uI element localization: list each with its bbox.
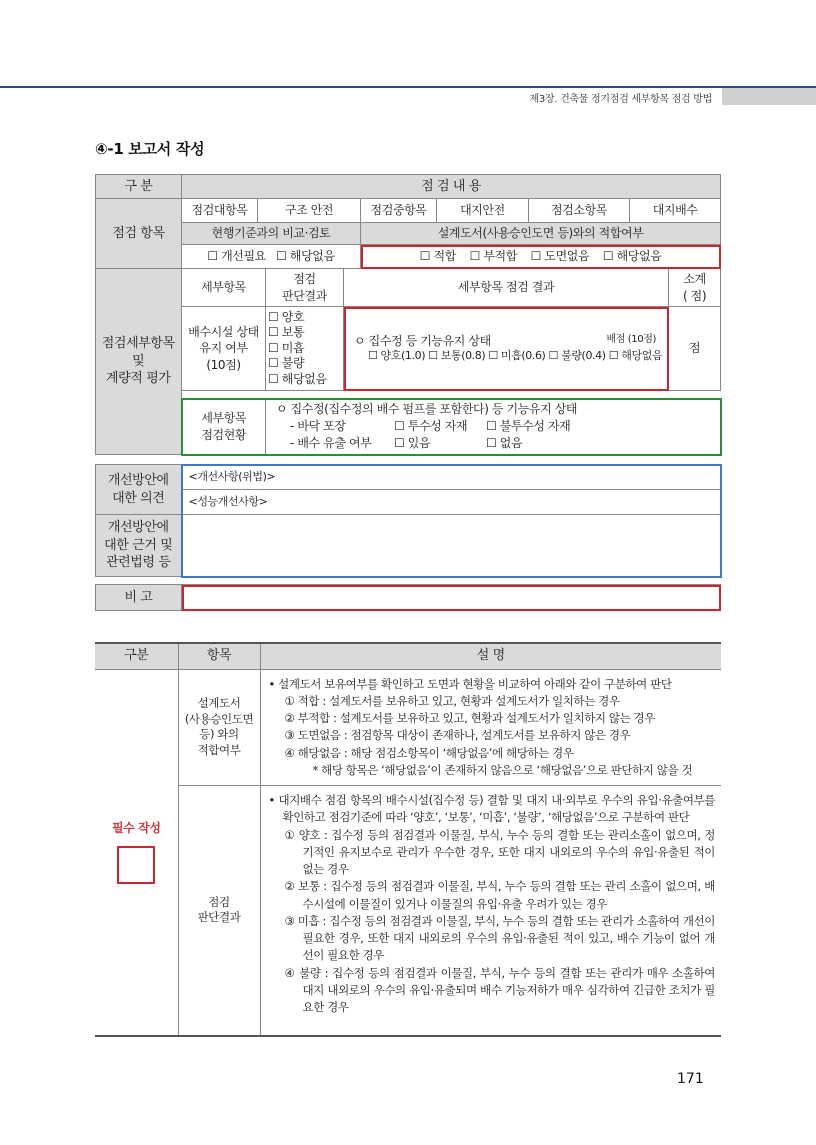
row2-bullet: • 대지배수 점검 항목의 배수시설(집수정 등) 결함 및 대지 내·외부로 우수의 유입·유출여부를 확인하고 점검기준에 따라 ‘양호’, ‘보통’, ‘미흡’, ‘불량’, ‘해당없음’으로 구분하여 판단 xyxy=(268,793,715,825)
row2-item-3: ③ 미흡 : 집수정 등의 점검결과 이물질, 부식, 누수 등의 결함 또는 관리가 소홀하여 개선이 필요한 경우, 또한 대지 내외로의 우수의 유입·유출된 적이 있고, 배수 기능이 없어 개선이 필요한 경우 xyxy=(284,913,715,963)
improvement-label: 개선방안에 대한 의견 xyxy=(96,465,182,515)
checkbox-judgment-na[interactable]: ☐ 해당없음 xyxy=(268,371,327,386)
row1-note: * 해당 항목은 ‘해당없음’이 존재하지 않음으로 ‘해당없음’으로 판단하지 않을 것 xyxy=(312,762,693,777)
result-options[interactable]: ☐ 양호(1.0) ☐ 보통(0.8) ☐ 미흡(0.6) ☐ 불량(0.4) ☐ 해당없음 xyxy=(368,349,663,363)
row2-item: 점검 판단결과 xyxy=(178,786,260,1036)
row1-item-1: ① 적합 : 설계도서를 보유하고 있고, 현황과 설계도서가 일치하는 경우 xyxy=(284,693,620,708)
checkbox-poor[interactable]: ☐ 불량 xyxy=(268,356,305,371)
checkbox-yes[interactable]: ☐ 있음 xyxy=(394,435,431,450)
checkbox-conf-not-applicable[interactable]: ☐ 해당없음 xyxy=(602,249,662,264)
checkbox-nonconform[interactable]: ☐ 부적합 xyxy=(469,249,517,264)
row2-item-1: ① 양호 : 집수정 등의 점검결과 이물질, 부식, 누수 등의 결함 또는 관리소홀이 없으며, 정기적인 유지보수로 관리가 우수한 경우, 또한 대지 내외로의 우수의 유입·유출된 적이 없는 경우 xyxy=(284,827,715,876)
expl-col-desc: 설 명 xyxy=(260,643,721,669)
mid-item-value: 대지안전 xyxy=(437,199,529,223)
checkbox-permeable[interactable]: ☐ 투수성 자재 xyxy=(394,419,468,434)
conformity-label: 설계도서(사용승인도면 등)와의 적합여부 xyxy=(361,223,721,245)
judgment-header: 점검 판단결과 xyxy=(266,269,344,307)
conformity-options xyxy=(361,245,721,269)
row2-item-4: ④ 불량 : 집수정 등의 점검결과 이물질, 부식, 누수 등의 결함 또는 관리가 매우 소홀하여 대지 내외로의 우수의 유입·유출되며 배수 기능저하가 매우 심각하여 긴급한 조치가 필요한 경우 xyxy=(284,965,715,1014)
row1-item-4: ④ 해당없음 : 해당 점검소항목이 ‘해당없음’에 해당하는 경우 xyxy=(284,745,574,760)
checkbox-no[interactable]: ☐ 없음 xyxy=(486,435,523,450)
subtotal-header: 소계 ( 점) xyxy=(669,269,721,307)
result-cell xyxy=(344,307,669,391)
mid-item-label: 점검중항목 xyxy=(361,199,437,223)
checkbox-not-applicable[interactable]: ☐ 해당없음 xyxy=(276,249,335,264)
row2-desc xyxy=(260,786,721,1036)
expl-col-category: 구분 xyxy=(95,643,178,669)
judgment-options xyxy=(266,307,344,391)
row1-item: 설계도서 (사용승인도면 등) 와의 적합여부 xyxy=(178,669,260,786)
status-label: 세부항목 점검현황 xyxy=(182,399,266,455)
result-points: 배점 (10점) xyxy=(606,333,656,345)
header-rule xyxy=(0,86,816,88)
remarks-field[interactable] xyxy=(182,585,721,611)
sub-item-header: 세부항목 xyxy=(182,269,266,307)
status-cell xyxy=(266,399,721,455)
header-tab xyxy=(722,88,816,105)
improvement-performance[interactable]: <성능개선사항> xyxy=(182,490,721,515)
checkbox-no-drawing[interactable]: ☐ 도면없음 xyxy=(530,249,590,264)
compare-options xyxy=(182,245,361,269)
result-title: ㅇ 집수정 등 기능유지 상태 xyxy=(354,333,491,348)
major-item-value: 구조 안전 xyxy=(258,199,361,223)
col-header: 구 분 xyxy=(96,175,182,199)
report-form-table xyxy=(95,174,722,611)
detail-label: 점검세부항목 및 계량적 평가 xyxy=(96,269,182,455)
subtotal-unit: 점 xyxy=(669,307,721,391)
minor-item-label: 점검소항목 xyxy=(529,199,630,223)
checkbox-good[interactable]: ☐ 양호 xyxy=(268,309,305,324)
required-checkbox[interactable] xyxy=(117,846,155,884)
checkbox-conform[interactable]: ☐ 적합 xyxy=(419,249,456,264)
section-title: ④-1 보고서 작성 xyxy=(95,140,205,158)
sub-item-name: 배수시설 상태 유지 여부 (10점) xyxy=(182,307,266,391)
checkbox-normal[interactable]: ☐ 보통 xyxy=(268,325,305,340)
compare-label: 현행기준과의 비교·검토 xyxy=(182,223,361,245)
status-title: ㅇ 집수정(집수정의 배수 펌프를 포함한다) 등 기능유지 상태 xyxy=(276,402,578,417)
required-cell xyxy=(95,669,178,1036)
chapter-header: 제3장. 건축물 정기점검 세부항목 점검 방법 xyxy=(529,94,712,105)
explanation-table xyxy=(95,642,721,1037)
row1-bullet: • 설계도서 보유여부를 확인하고 도면과 현황을 비교하여 아래와 같이 구분하여 판단 xyxy=(268,676,672,691)
row1-item-2: ② 부적합 : 설계도서를 보유하고 있고, 현황과 설계도서가 일치하지 않는 경우 xyxy=(284,711,655,725)
remarks-label: 비 고 xyxy=(96,585,182,611)
inspection-item-label: 점검 항목 xyxy=(96,199,182,269)
basis-field[interactable] xyxy=(182,515,721,577)
major-item-label: 점검대항목 xyxy=(182,199,258,223)
improvement-violation[interactable]: <개선사항(위법)> xyxy=(182,465,721,490)
drainage-outflow-label: - 배수 유출 여부 xyxy=(290,435,372,450)
checkbox-impermeable[interactable]: ☐ 불투수성 자재 xyxy=(486,419,571,434)
checkbox-insufficient[interactable]: ☐ 미흡 xyxy=(268,340,305,355)
basis-label: 개선방안에 대한 근거 및 관련법령 등 xyxy=(96,515,182,577)
floor-paving-label: - 바닥 포장 xyxy=(290,419,346,434)
checkbox-improvement-needed[interactable]: ☐ 개선필요 xyxy=(207,249,266,264)
row2-item-2: ② 보통 : 집수정 등의 점검결과 이물질, 부식, 누수 등의 결함 또는 관리 소홀이 없으며, 배수시설에 이물질이 있거나 이물질의 유입·유출 우려가 있는 경우 xyxy=(284,879,715,911)
result-header: 세부항목 점검 결과 xyxy=(344,269,669,307)
expl-col-item: 항목 xyxy=(178,643,260,669)
minor-item-value: 대지배수 xyxy=(630,199,721,223)
content-header: 점 검 내 용 xyxy=(182,175,721,199)
row1-desc xyxy=(260,669,721,786)
page-number: 171 xyxy=(677,1071,704,1087)
row1-item-3: ③ 도면없음 : 점검항목 대상이 존재하나, 설계도서를 보유하지 않은 경우 xyxy=(284,728,631,743)
required-label: 필수 작성 xyxy=(111,820,161,835)
